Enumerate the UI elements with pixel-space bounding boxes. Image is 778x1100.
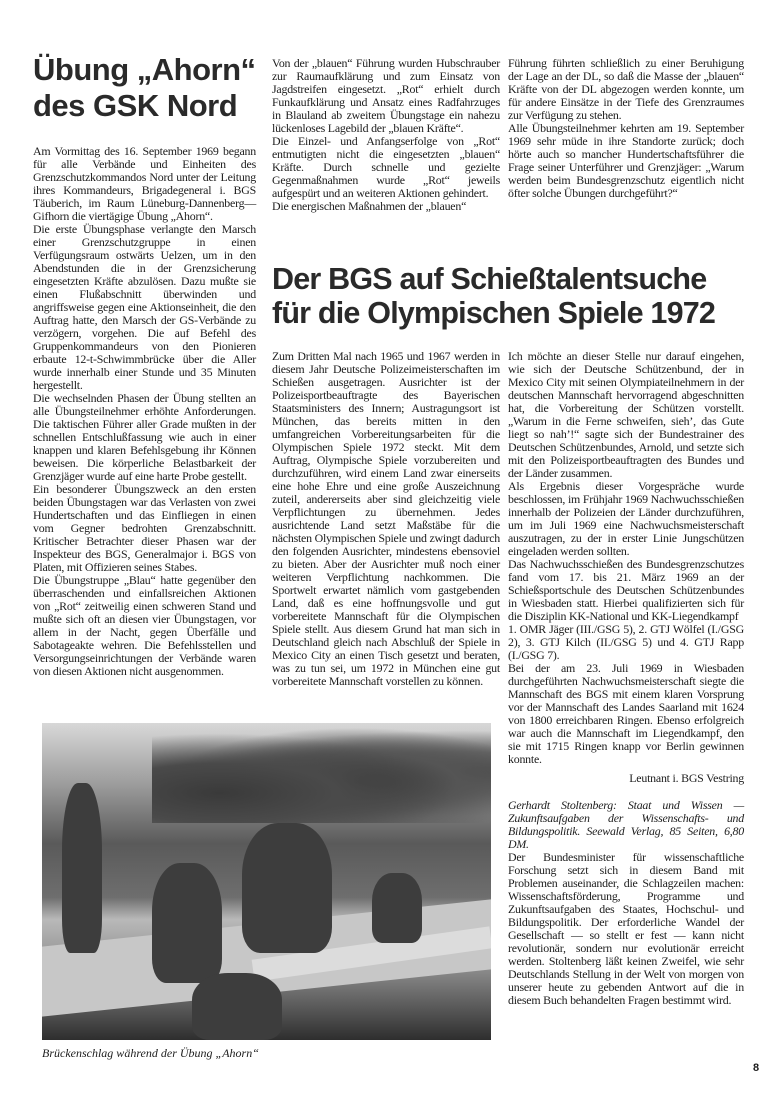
bgs-column-1 [272,350,500,688]
review-heading: Gerhardt Stoltenberg: Staat und Wissen — Zukunftsaufgaben der Wissenschafts- und Bildungspolitik. Seewald Verlag, 85 Seiten, 6,80 DM. [508,798,744,851]
photo-soldier [152,863,222,983]
paragraph: Die Übungstruppe „Blau“ hatte gegenüber den überraschenden und einfallsreichen Aktionen von „Rot“ zeitweilig einen schweren Stand und mußte sich oft an diesen vier Übungstagen, vor allem in der Nacht, gegen Überfälle und Sabotageakte wehren. Die Befehlsstellen und Versorgungseinrichtungen der Verbände waren von diesen Aktionen nicht ausgenommen. [33,573,256,678]
ahorn-column-2 [272,57,500,213]
title-line: des GSK Nord [33,88,238,123]
article-title-bgs [272,262,715,330]
ahorn-column-3 [508,57,744,200]
paragraph: Die erste Übungsphase verlangte den Marsch einer Grenzschutzgruppe in einen Verfügungsraum ostwärts Uelzen, um in den Abendstunden die in der Grenzsicherung eingesetzten Kräfte abzulösen. Dazu mußte sie einen Flußabschnitt überwinden und angriffsweise gegen eine Aktionseinheit, die den Auftrag hatte, den Marsch der GS-Verbände zu verzögern, vorgehen. Die auf Befehl des Gruppenkommandeurs von den Pionieren erbaute 12-t-Schwimmbrücke über die Aller wurde innerhalb einer Stunde und 35 Minuten hergestellt. [33,222,256,392]
photo-trees [152,723,491,823]
paragraph: Die energischen Maßnahmen der „blauen“ [272,199,467,213]
paragraph: Ich möchte an dieser Stelle nur darauf eingehen, wie sich der Deutsche Schützenbund, der in Mexico City mit seinen Olympiateilnehmern in der deutschen Mannschaft hervorragend abgeschnitten hat, die Vorbereitung der Schützen vorstellt. „Warum in die Ferne schweifen, sieh’, das Gute liegt so nah’!“ sagte sich der Bundestrainer des Deutschen Schützenbundes, Arnold, und setzte sich mit den Polizeisportbeauftragten des Bundes und der Länder zusammen. [508,349,744,480]
bridge-building-photo [42,723,491,1040]
bgs-column-2 [508,350,744,1007]
photo-soldier [372,873,422,943]
book-review [508,799,744,1007]
paragraph: Führung führten schließlich zu einer Beruhigung der Lage an der DL, so daß die Masse der „blauen“ Kräfte von der DL abgezogen werden konnte, um für andere Einsätze in der Tiefe des Grenzraumes zur Verfügung zu stehen. [508,56,744,122]
author-byline: Leutnant i. BGS Vestring [629,771,744,785]
paragraph: Das Nachwuchsschießen des Bundesgrenzschutzes fand vom 17. bis 21. März 1969 an der Schießsportschule des Deutschen Schützenbundes in Wiesbaden statt. Hierbei qualifizierten sich für die Disziplin KK-National und KK-Liegendkampf [508,557,744,623]
paragraph: 1. OMR Jäger (III./GSG 5), 2. GTJ Wölfel (I./GSG 2), 3. GTJ Kilch (II./GSG 5) und 4. GTJ Rapp (I./GSG 7). [508,622,744,662]
paragraph: Als Ergebnis dieser Vorgespräche wurde beschlossen, im Frühjahr 1969 Nachwuchsschießen innerhalb der Polizeien der Länder durchzuführen, um im Juli 1969 eine Nachwuchsmeisterschaft auszutragen, zu der in erster Linie Jungschützen eingeladen werden sollten. [508,479,744,558]
ahorn-column-1 [33,145,256,678]
photo-soldier [242,823,332,953]
paragraph: Zum Dritten Mal nach 1965 und 1967 werden in diesem Jahr Deutsche Polizeimeisterschaften im Schießen ausgetragen. Ausrichter ist der Polizeisportbeauftragte des Bayerischen Staatsministers des Innern; Austragungsort ist München, das bereits mitten in den umfangreichen Vorbereitungsarbeiten für die Olympischen Spiele 1972 steckt. Mit dem Auftrag, Olympische Spiele vorzubereiten und durchzuführen, wird einem Land zwar einerseits eine hohe Ehre und eine große Auszeichnung zuteil, andererseits aber sind gleichzeitig viele Verpflichtungen zu übernehmen. Jedes ausrichtende Land setzt Maßstäbe für die nächsten Olympischen Spiele und zwingt dadurch den folgenden Ausrichter, mindestens ebensoviel zu bieten. Aber der Ausrichter muß noch einer weiteren Verpflichtung nachkommen. Die Sportwelt erwartet nämlich vom gastgebenden Land, daß es eine hoffnungsvolle und gut vorbereitete Mannschaft für die Olympischen Spiele stellt. Aus diesem Grund hat man sich in Deutschland gleich nach Abschluß der Spiele in Mexico City an einen Tisch gesetzt und beraten, was zu tun sei, um 1972 in München eine gut vorbereitete Mannschaft vorstellen zu können. [272,349,500,688]
paragraph: Die wechselnden Phasen der Übung stellten an alle Übungsteilnehmer erhöhte Anforderungen. Die taktischen Führer aller Grade mußten in der schnellen Entschlußfassung wie auch in einer knappen und klaren Befehlsgebung ihr Können beweisen. Die körperliche Belastbarkeit der Grenzjäger wurde auf eine harte Probe gestellt. [33,391,256,483]
paragraph: Ein besonderer Übungszweck an den ersten beiden Übungstagen war das Verlasten von zwei Hundertschaften und das Einfliegen in einen vom Gegner bedrohten Grenzabschnitt. Kritischer Betrachter dieser Phasen war der Inspekteur des BGS, Generalmajor i. BGS von Platen, mit Offizieren seines Stabes. [33,482,256,574]
paragraph: Alle Übungsteilnehmer kehrten am 19. September 1969 sehr müde in ihre Standorte zurück; doch hörte auch so mancher Hundertschaftsführer die Frage seiner Unterführer und Grenzjäger: „Warum werden beim Bundesgrenzschutz eigentlich nicht öfter solche Übungen durchgeführt?“ [508,121,744,200]
paragraph: Am Vormittag des 16. September 1969 begann für alle Verbände und Einheiten des Grenzschutzkommandos Nord unter der Leitung ihres Kommandeurs, Brigadegeneral i. BGS Täuberich, im Raum Lüneburg-Dannenberg—Gifhorn die viertägige Übung „Ahorn“. [33,144,256,223]
article-title-ahorn [33,52,256,124]
photo-soldier [62,783,102,953]
title-line: Der BGS auf Schießtalentsuche [272,262,707,296]
photo-soldier [192,973,282,1040]
photo-caption: Brückenschlag während der Übung „Ahorn“ [42,1046,259,1060]
title-line: Übung „Ahorn“ [33,52,256,87]
title-line: für die Olympischen Spiele 1972 [272,296,716,330]
paragraph: Die Einzel- und Anfangserfolge von „Rot“ entmutigten nicht die eingesetzten „blauen“ Kräfte. Durch schnelle und gezielte Gegenmaßnahmen wurde „Rot“ jeweils aufgespürt und an weiteren Aktionen gehindert. [272,134,500,200]
review-body: Der Bundesminister für wissenschaftliche Forschung setzt sich in diesem Band mit Problemen auseinander, die Schlagzeilen machen: Wissenschaftsförderung, Programme und Zukunftsaufgaben des Staates, Hochschul- und Bildungspolitik. Der erforderliche Wandel der Gesellschaft — so stellt er fest — kann nicht revolutionär, sondern nur evolutionär erreicht werden. Stoltenberg läßt keinen Zweifel, wie sehr Deutschlands Stellung in der Welt von morgen von unserer heute zu gebenden Antwort auf die in diesem Buch behandelten Fragen bestimmt wird. [508,850,744,1007]
paragraph: Bei der am 23. Juli 1969 in Wiesbaden durchgeführten Nachwuchsmeisterschaft siegte die Mannschaft des BGS mit einem klaren Vorsprung vor der Mannschaft des Landes Saarland mit 1624 von 1800 erreichbaren Ringen. Ebenso erfolgreich war auch die Mannschaft im Liegendkampf, den sie mit 1715 Ringen knapp vor Berlin gewinnen konnte. [508,661,744,766]
page-number: 8 [753,1062,760,1074]
paragraph: Von der „blauen“ Führung wurden Hubschrauber zur Raumaufklärung und zum Einsatz von Jagdstreifen eingesetzt. „Rot“ erhielt durch Funkaufklärung und Ansatz eines Radfahrzuges in Blauland ab zweitem Übungstage ein nahezu lückenloses Lagebild der „blauen Kräfte“. [272,56,500,135]
